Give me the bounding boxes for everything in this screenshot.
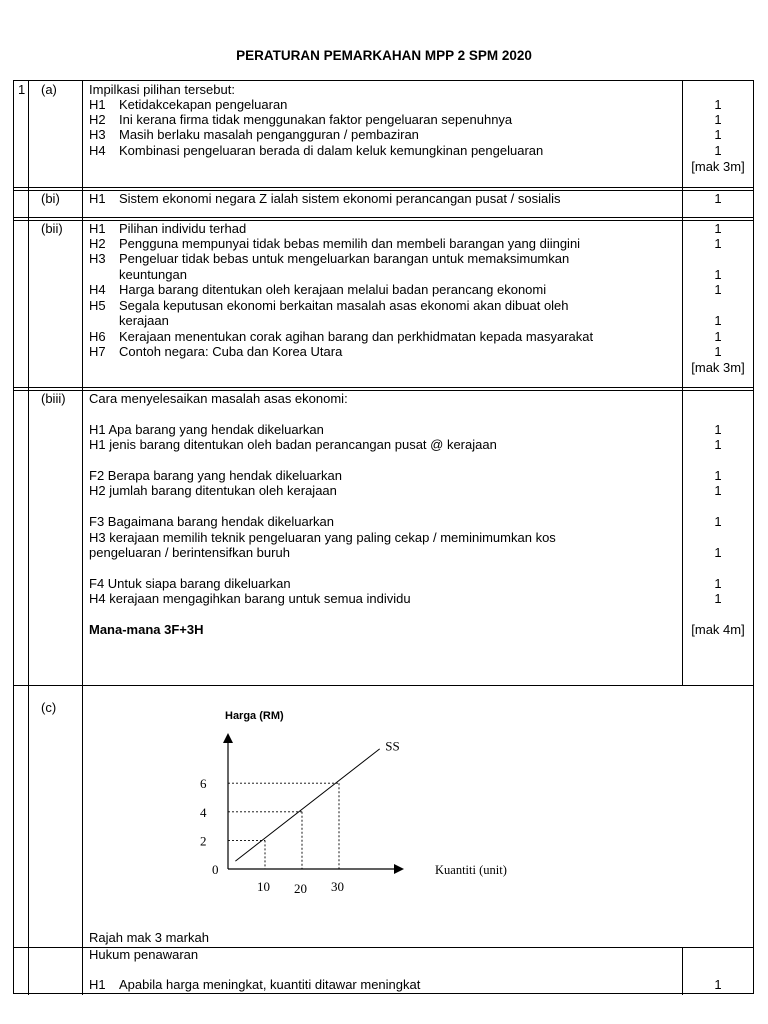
item-code: H1: [89, 977, 106, 992]
item-text: Masih berlaku masalah pengangguran / pembaziran: [119, 127, 419, 142]
item-code: H2: [89, 112, 106, 127]
item-mark: 1: [714, 437, 722, 452]
ss-label: SS: [385, 738, 400, 754]
item-mark: 1: [714, 127, 722, 142]
item-text: Ketidakcekapan pengeluaran: [119, 97, 288, 112]
x-axis-label: Kuantiti (unit): [435, 863, 507, 877]
item-text-cont: keuntungan: [119, 267, 187, 282]
item-text: Kerajaan menentukan corak agihan barang dan perkhidmatan kepada masyarakat: [119, 329, 594, 344]
item-code: H5: [89, 298, 106, 313]
item-code: H4: [89, 143, 106, 158]
item-text: Apabila harga meningkat, kuantiti ditawar meningkat: [119, 977, 421, 992]
item-mark: 1: [714, 344, 722, 359]
item-text: Pengguna mempunyai tidak bebas memilih dan membeli barangan yang diingini: [119, 236, 581, 251]
biii-line: pengeluaran / berintensifkan buruh: [89, 545, 290, 560]
section-label-bi: (bi): [41, 191, 60, 206]
item-mark: 1: [714, 329, 722, 344]
marking-scheme-table: [13, 80, 754, 994]
ss-supply-line: [235, 749, 379, 861]
item-mark: 1: [714, 313, 722, 328]
section-label-biii: (biii): [41, 391, 66, 406]
section-label-bii: (bii): [41, 221, 63, 236]
item-mark: 1: [714, 977, 722, 992]
item-text: Pilihan individu terhad: [119, 221, 247, 236]
origin-label: 0: [212, 862, 219, 877]
item-mark: 1: [714, 97, 722, 112]
item-mark: 1: [714, 483, 722, 498]
x-tick-label: 10: [257, 879, 270, 894]
item-code: H2: [89, 236, 106, 251]
item-mark: 1: [714, 422, 722, 437]
biii-line: H2 jumlah barang ditentukan oleh kerajaan: [89, 483, 337, 498]
item-text: Harga barang ditentukan oleh kerajaan melalui badan perancang ekonomi: [119, 282, 547, 297]
biii-line: F3 Bagaimana barang hendak dikeluarkan: [89, 514, 335, 529]
item-code: H7: [89, 344, 106, 359]
biii-summary: Mana-mana 3F+3H: [89, 622, 204, 637]
biii-line: F4 Untuk siapa barang dikeluarkan: [89, 576, 291, 591]
section-label-a: (a): [41, 82, 57, 97]
y-tick-label: 2: [200, 833, 207, 849]
section-label-c: (c): [41, 700, 57, 715]
item-mark: 1: [714, 282, 722, 297]
section-biii-intro: Cara menyelesaikan masalah asas ekonomi:: [89, 391, 348, 406]
item-text: Ini kerana firma tidak menggunakan faktor pengeluaran sepenuhnya: [119, 112, 513, 127]
item-code: H1: [89, 97, 106, 112]
supply-chart: [194, 701, 554, 901]
guide-lines: [228, 783, 339, 869]
x-ticks: [257, 879, 344, 896]
item-mark: 1: [714, 545, 722, 560]
biii-line: H1 jenis barang ditentukan oleh badan perancangan pusat @ kerajaan: [89, 437, 497, 452]
item-text: Pengeluar tidak bebas untuk mengeluarkan barangan untuk memaksimumkan: [119, 251, 570, 266]
item-mark: 1: [714, 112, 722, 127]
item-mark: 1: [714, 267, 722, 282]
biii-line: H1 Apa barang yang hendak dikeluarkan: [89, 422, 324, 437]
law-title: Hukum penawaran: [89, 947, 199, 962]
item-text: Contoh negara: Cuba dan Korea Utara: [119, 344, 343, 359]
item-text: Segala keputusan ekonomi berkaitan masalah asas ekonomi akan dibuat oleh: [119, 298, 569, 313]
item-mark: 1: [714, 236, 722, 251]
section-bii-max: [mak 3m]: [691, 360, 745, 375]
item-mark: 1: [714, 191, 722, 206]
item-code: H6: [89, 329, 106, 344]
y-axis-label: Harga (RM): [225, 710, 284, 722]
x-tick-label: 20: [294, 881, 307, 896]
section-a-intro: Impilkasi pilihan tersebut:: [89, 82, 235, 97]
biii-line: F2 Berapa barang yang hendak dikeluarkan: [89, 468, 342, 483]
page-title: PERATURAN PEMARKAHAN MPP 2 SPM 2020: [236, 48, 532, 63]
item-mark: 1: [714, 591, 722, 606]
section-biii-max: [mak 4m]: [691, 622, 745, 637]
item-code: H3: [89, 127, 106, 142]
y-tick-label: 4: [200, 804, 207, 820]
item-text: Sistem ekonomi negara Z ialah sistem ekonomi perancangan pusat / sosialis: [119, 191, 561, 206]
y-ticks: [200, 776, 207, 848]
item-code: H3: [89, 251, 106, 266]
x-tick-label: 30: [331, 879, 344, 894]
chart-caption: Rajah mak 3 markah: [89, 930, 209, 945]
item-mark: 1: [714, 576, 722, 591]
question-number: 1: [18, 82, 26, 97]
item-code: H1: [89, 191, 106, 206]
item-mark: 1: [714, 221, 722, 236]
item-mark: 1: [714, 143, 722, 158]
item-code: H1: [89, 221, 106, 236]
section-a-max: [mak 3m]: [691, 159, 745, 174]
item-code: H4: [89, 282, 106, 297]
biii-line: H3 kerajaan memilih teknik pengeluaran yang paling cekap / meminimumkan kos: [89, 530, 556, 545]
item-text: Kombinasi pengeluaran berada di dalam keluk kemungkinan pengeluaran: [119, 143, 544, 158]
y-tick-label: 6: [200, 776, 207, 792]
item-mark: 1: [714, 468, 722, 483]
item-text-cont: kerajaan: [119, 313, 169, 328]
biii-line: H4 kerajaan mengagihkan barang untuk semua individu: [89, 591, 411, 606]
item-mark: 1: [714, 514, 722, 529]
